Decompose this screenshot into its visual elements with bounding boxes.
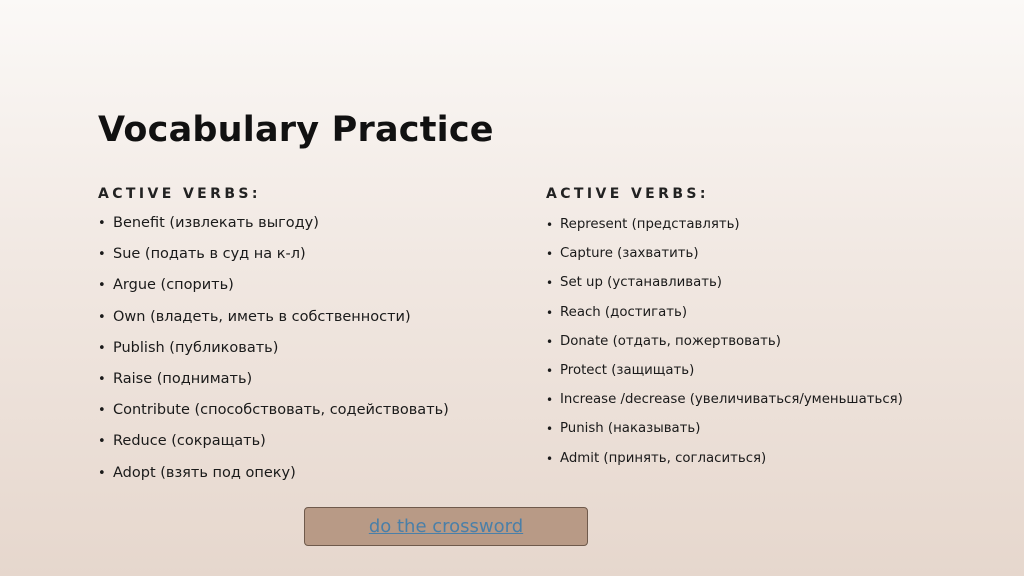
verb-text: Reduce (сокращать) [113, 433, 266, 450]
bullet-icon: • [98, 247, 106, 263]
left-column-heading: ACTIVE VERBS: [98, 186, 261, 202]
list-item [546, 448, 986, 470]
bullet-icon: • [546, 218, 554, 232]
verb-text: Represent (представлять) [560, 217, 740, 232]
list-item [546, 214, 986, 236]
verb-text: Contribute (способствовать, содействовать) [113, 402, 449, 419]
list-item [546, 418, 986, 440]
bullet-icon: • [546, 247, 554, 262]
bullet-icon: • [98, 278, 106, 294]
bullet-icon: • [98, 340, 106, 356]
verb-text: Admit (принять, согласиться) [560, 450, 767, 466]
bullet-icon: • [546, 393, 554, 408]
bullet-icon: • [546, 422, 554, 437]
verb-text: Protect (защищать) [560, 362, 695, 378]
left-column [98, 186, 508, 495]
verb-text: Reach (достигать) [560, 304, 688, 320]
list-item [546, 272, 986, 294]
verb-text: Raise (поднимать) [113, 370, 253, 387]
verb-text: Donate (отдать, пожертвовать) [560, 333, 781, 349]
list-item [98, 308, 508, 327]
list-item [98, 464, 508, 483]
list-item [98, 339, 508, 358]
list-item [98, 401, 508, 420]
crossword-button[interactable] [304, 507, 588, 546]
list-item [98, 432, 508, 451]
bullet-icon: • [546, 334, 554, 349]
bullet-icon: • [98, 465, 106, 481]
list-item [98, 370, 508, 389]
verb-text: Argue (спорить) [113, 277, 234, 294]
list-item [546, 302, 986, 324]
list-item [546, 331, 986, 353]
bullet-icon: • [98, 434, 106, 450]
left-verb-list [98, 214, 508, 483]
bullet-icon: • [546, 363, 554, 378]
verb-text: Sue (подать в суд на к-л) [113, 246, 306, 263]
list-item [546, 243, 986, 265]
verb-text: Capture (захватить) [560, 246, 699, 262]
right-verb-list [546, 214, 986, 470]
right-column [546, 186, 986, 477]
verb-text: Benefit (извлекать выгоду) [113, 215, 319, 231]
bullet-icon: • [98, 371, 106, 387]
right-column-heading: ACTIVE VERBS: [546, 186, 709, 202]
bullet-icon: • [98, 309, 106, 325]
bullet-icon: • [98, 216, 106, 231]
verb-text: Punish (наказывать) [560, 421, 701, 437]
list-item [546, 389, 986, 411]
verb-text: Adopt (взять под опеку) [113, 464, 296, 481]
list-item [546, 360, 986, 382]
bullet-icon: • [546, 451, 554, 466]
list-item [98, 276, 508, 295]
list-item [98, 245, 508, 264]
list-item [98, 214, 508, 233]
bullet-icon: • [98, 403, 106, 419]
verb-text: Publish (публиковать) [113, 339, 279, 356]
verb-text: Set up (устанавливать) [560, 275, 722, 291]
crossword-link[interactable]: do the crossword [368, 516, 524, 537]
bullet-icon: • [546, 276, 554, 291]
slide-title: Vocabulary Practice [98, 110, 494, 150]
verb-text: Own (владеть, иметь в собственности) [113, 308, 411, 325]
bullet-icon: • [546, 305, 554, 320]
verb-text: Increase /decrease (увеличиваться/уменьшаться) [560, 392, 903, 408]
